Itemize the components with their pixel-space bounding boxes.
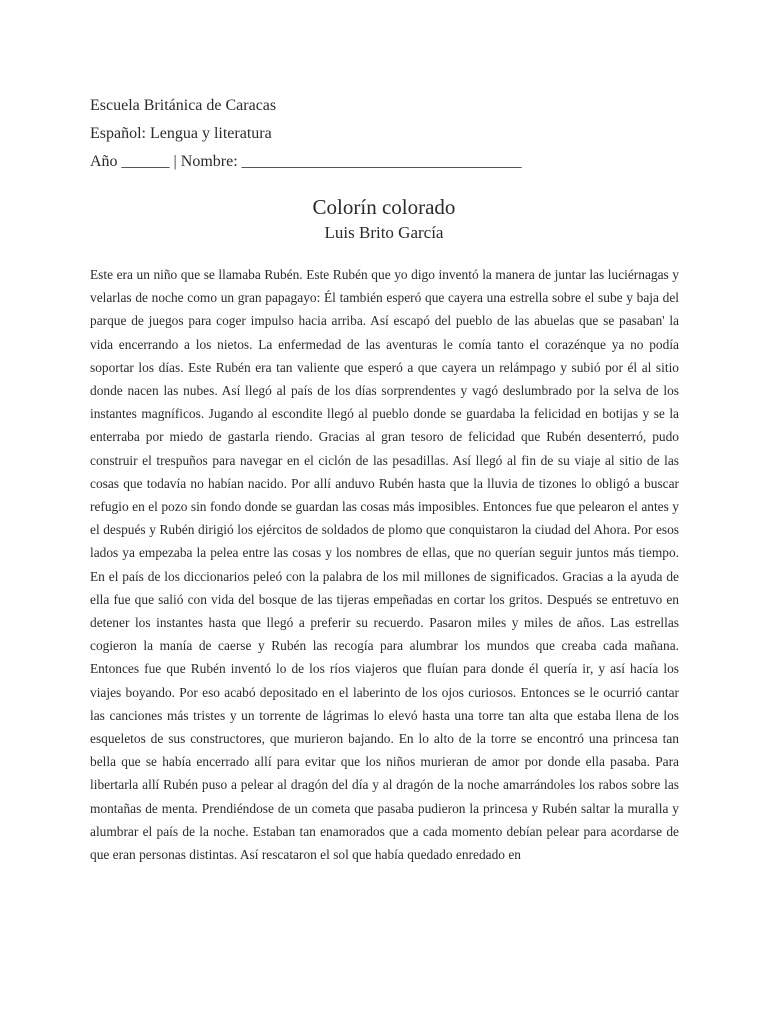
story-author: Luis Brito García [324, 223, 444, 242]
worksheet-header [90, 92, 690, 176]
year-name-line: Año ______ | Nombre: ___________________________________ [90, 153, 522, 170]
story-body: Este era un niño que se llamaba Rubén. Este Rubén que yo digo inventó la manera de juntar las luciérnagas y velarlas de noche como un gran papagayo: Él también esperó que cayera una estrella sobre el sube y baja del parque de juegos para coger impulso hacia arriba. Así escapó del pueblo de las abuelas que se pasaban' la vida encerrando a los nietos. La enfermedad de las aventuras le comía tanto el corazénque ya no podía soportar los días. Este Rubén era tan valiente que esperó a que cayera un relámpago y subió por él al sitio donde nacen las nubes. Así llegó al país de los días sorprendentes y vagó deslumbrado por la selva de los instantes magníficos. Jugando al escondite llegó al pueblo donde se guardaba la felicidad en botijas y se la enterraba por miedo de gastarla riendo. Gracias al gran tesoro de felicidad que Rubén desenterró, pudo construir el trespuños para navegar en el ciclón de las pesadillas. Así llegó al fin de su viaje al sitio de las cosas que todavía no habían nacido. Por allí anduvo Rubén hasta que la lluvia de tizones lo obligó a buscar refugio en el pozo sin fondo donde se guardan las cosas más imposibles. Entonces fue que pelearon el antes y el después y Rubén dirigió los ejércitos de soldados de plomo que conquistaron la ciudad del Ahora. Por esos lados ya empezaba la pelea entre las cosas y los nombres de ellas, que no querían seguir juntos más tiempo. En el país de los diccionarios peleó con la palabra de los mil millones de significados. Gracias a la ayuda de ella fue que salió con vida del bosque de las tijeras empeñadas en cortar los gritos. Después se entretuvo en detener los instantes hasta que llegó a preferir su recuerdo. Pasaron miles y miles de años. Las estrellas cogieron la manía de caerse y Rubén las recogía para alumbrar los mundos que creaba cada mañana. Entonces fue que Rubén inventó lo de los ríos viajeros que fluían para donde él quería ir, y así hacía los viajes boyando. Por eso acabó depositado en el laberinto de los ojos curiosos. Entonces se le ocurrió cantar las canciones más tristes y un torrente de lágrimas lo elevó hasta una torre tan alta que estaba llena de los esqueletos de sus constructores, que murieron bajando. En lo alto de la torre se encontró una princesa tan bella que se había encerrado allí para evitar que los niños murieran de amor por donde ella pasaba. Para libertarla allí Rubén puso a pelear al dragón del día y al dragón de la noche amarrándoles los rabos sobre las montañas de menta. Prendiéndose de un cometa que pasaba pudieron la princesa y Rubén saltar la muralla y alumbrar el país de la noche. Estaban tan enamorados que a cada momento debían pelear para acordarse de que eran personas distintas. Así rescataron el sol que había quedado enredado en [90, 267, 679, 863]
subject-line: Español: Lengua y literatura [90, 125, 272, 142]
story-title: Colorín colorado [312, 195, 456, 219]
school-name: Escuela Británica de Caracas [90, 97, 277, 114]
story-heading [0, 193, 768, 245]
